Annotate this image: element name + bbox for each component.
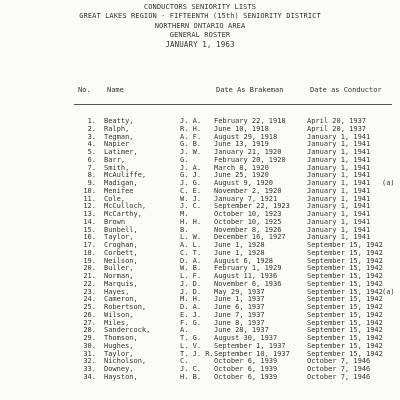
row-initials: J. W. [180, 148, 202, 156]
roster-row [0, 357, 400, 365]
row-last-name: Menifee [104, 186, 134, 195]
row-brakeman-date: February 1, 1929 [214, 264, 282, 273]
row-initials: J. C. [180, 365, 202, 373]
row-number: 26. [83, 310, 96, 319]
row-number: 32. [83, 357, 96, 366]
row-brakeman-date: June 28, 1937 [214, 326, 269, 335]
roster-row [0, 164, 400, 172]
row-last-name: Neilson, [104, 256, 138, 265]
row-last-name: Corbett, [104, 248, 138, 257]
roster-row [0, 210, 400, 218]
row-conductor-date: January 1, 1941 [307, 148, 371, 156]
row-conductor-date: January 1, 1941 [307, 140, 371, 149]
row-number: 21. [83, 272, 96, 280]
column-header-conductor: Date as Conductor [310, 86, 382, 94]
row-conductor-date: September 15, 1942 [307, 241, 383, 249]
row-brakeman-date: August 29, 1918 [214, 132, 278, 141]
row-number: 18. [83, 248, 96, 257]
row-brakeman-date: August 9, 1920 [214, 179, 274, 187]
row-brakeman-date: October 10, 1925 [214, 217, 282, 226]
row-brakeman-date: December 16, 1927 [214, 233, 286, 242]
row-conductor-date: October 7, 1946 [307, 365, 371, 373]
row-conductor-date: September 15, 1942 [307, 334, 383, 342]
roster-row [0, 226, 400, 234]
row-conductor-date: September 15, 1942 [307, 248, 383, 257]
row-number: 11. [83, 194, 96, 203]
row-last-name: Wilson, [104, 310, 134, 319]
roster-row [0, 171, 400, 179]
row-last-name: Hayston, [104, 372, 138, 381]
column-header-name: Name [107, 86, 124, 94]
row-last-name: Barr, [104, 155, 126, 164]
row-last-name: Norman, [104, 272, 134, 280]
roster-row [0, 187, 400, 195]
row-last-name: Sandercock, [104, 326, 151, 335]
row-last-name: Nicholson, [104, 357, 147, 366]
row-last-name: McCulloch, [104, 202, 147, 211]
row-brakeman-date: May 29, 1937 [214, 287, 265, 296]
row-conductor-date: January 1, 1941 [307, 132, 371, 141]
row-conductor-date: October 7, 1946 [307, 372, 371, 381]
row-last-name: Latimer, [104, 148, 138, 156]
doc-area: NORTHERN ONTARIO AREA [154, 22, 246, 30]
roster-row [0, 257, 400, 265]
row-conductor-date: January 1, 1941 [307, 194, 371, 203]
roster-row [0, 303, 400, 311]
row-initials: J. A. [180, 117, 202, 125]
roster-row [0, 202, 400, 210]
row-brakeman-date: November 6, 1936 [214, 279, 282, 288]
row-brakeman-date: September 1, 1937 [214, 341, 286, 350]
row-number: 20. [83, 264, 96, 273]
row-conductor-date: January 1, 1941 [307, 225, 371, 234]
roster-row [0, 342, 400, 350]
row-number: 17. [83, 241, 96, 249]
roster-row [0, 249, 400, 257]
row-last-name: Ralph, [104, 124, 130, 133]
row-brakeman-date: August 11, 1936 [214, 272, 278, 280]
roster-row [0, 156, 400, 164]
row-number: 5. [87, 148, 96, 156]
row-initials: W. B. [180, 264, 202, 273]
row-last-name: Tegman, [104, 132, 134, 141]
row-initials: C. [180, 357, 189, 366]
roster-row [0, 140, 400, 148]
roster-row [0, 311, 400, 319]
row-conductor-date: January 1, 1941 [307, 202, 371, 211]
row-conductor-date: April 20, 1937 [307, 117, 367, 125]
row-number: 19. [83, 256, 96, 265]
doc-date: JANUARY 1, 1963 [165, 40, 235, 49]
row-last-name: Taylor, [104, 233, 134, 242]
row-number: 29. [83, 334, 96, 342]
row-conductor-date: September 15, 1942 [307, 310, 383, 319]
row-number: 15. [83, 225, 96, 234]
roster-row [0, 195, 400, 203]
row-conductor-date: September 15, 1942 [307, 303, 383, 311]
roster-row [0, 373, 400, 381]
doc-region: GREAT LAKES REGION - FIFTEENTH (15th) SENIORITY DISTRICT [79, 12, 321, 20]
row-conductor-date: September 15, 1942 [307, 349, 383, 358]
row-initials: W. J. [180, 194, 202, 203]
roster-row [0, 326, 400, 334]
row-initials: G. J. [180, 171, 202, 180]
roster-row [0, 288, 400, 296]
row-brakeman-date: June 1, 1928 [214, 248, 265, 257]
row-initials: G. [180, 155, 189, 164]
roster-row [0, 365, 400, 373]
row-initials: J. D. [180, 279, 202, 288]
row-last-name: Bunbell, [104, 225, 138, 234]
row-last-name: Croghan, [104, 241, 138, 249]
row-last-name: Napier [104, 140, 130, 149]
row-initials: J. D. [180, 287, 202, 296]
roster-row [0, 295, 400, 303]
row-brakeman-date: June 8, 1937 [214, 318, 265, 327]
row-conductor-date: September 15, 1942 [307, 287, 383, 296]
row-last-name: Hayes, [104, 287, 130, 296]
row-note: (a) [382, 179, 395, 187]
row-number: 12. [83, 202, 96, 211]
row-number: 2. [87, 124, 96, 133]
row-conductor-date: April 20, 1937 [307, 124, 367, 133]
row-last-name: Cameron, [104, 295, 138, 304]
row-number: 3. [87, 132, 96, 141]
row-initials: J. G. [180, 179, 202, 187]
roster-row [0, 264, 400, 272]
roster-row [0, 148, 400, 156]
row-number: 30. [83, 341, 96, 350]
row-brakeman-date: October 6, 1939 [214, 357, 278, 366]
row-initials: T. G. [180, 334, 202, 342]
row-number: 25. [83, 303, 96, 311]
row-last-name: Cole, [104, 194, 126, 203]
row-number: 9. [87, 179, 96, 187]
doc-roster: GENERAL ROSTER [169, 31, 231, 39]
row-conductor-date: January 1, 1941 [307, 163, 371, 172]
column-header-brakeman: Date As Brakeman [216, 86, 284, 94]
row-brakeman-date: September 10, 1937 [214, 349, 290, 358]
row-number: 1. [87, 117, 96, 125]
row-brakeman-date: October 10, 1923 [214, 210, 282, 218]
row-brakeman-date: November 2, 1920 [214, 186, 282, 195]
row-conductor-date: October 7, 1946 [307, 357, 371, 366]
row-initials: C. E. [180, 186, 202, 195]
row-number: 24. [83, 295, 96, 304]
row-brakeman-date: June 13, 1919 [214, 140, 269, 149]
row-number: 22. [83, 279, 96, 288]
roster-row [0, 179, 400, 187]
row-initials: M. H. [180, 295, 202, 304]
row-number: 7. [87, 163, 96, 172]
row-brakeman-date: June 7, 1937 [214, 310, 265, 319]
row-brakeman-date: February 20, 1920 [214, 155, 286, 164]
row-last-name: Miles, [104, 318, 130, 327]
row-number: 28. [83, 326, 96, 335]
row-last-name: Smith, [104, 163, 130, 172]
row-brakeman-date: November 8, 1926 [214, 225, 282, 234]
row-initials: B. [180, 225, 189, 234]
row-last-name: Downey, [104, 365, 134, 373]
row-number: 16. [83, 233, 96, 242]
row-last-name: Robertson, [104, 303, 147, 311]
row-initials: F. G. [180, 318, 202, 327]
roster-row [0, 334, 400, 342]
row-initials: L. V. [180, 341, 202, 350]
row-last-name: Brown [104, 217, 126, 226]
row-number: 10. [83, 186, 96, 195]
roster-row [0, 272, 400, 280]
row-conductor-date: September 15, 1942 [307, 272, 383, 280]
row-brakeman-date: March 8, 1920 [214, 163, 269, 172]
row-last-name: Beatty, [104, 117, 134, 125]
row-number: 27. [83, 318, 96, 327]
row-initials: R. H. [180, 124, 202, 133]
row-brakeman-date: September 22, 1923 [214, 202, 290, 211]
row-last-name: Marquis, [104, 279, 138, 288]
row-last-name: McCarthy, [104, 210, 142, 218]
row-initials: H. H. [180, 217, 202, 226]
row-conductor-date: January 1, 1941 [307, 233, 371, 242]
row-number: 6. [87, 155, 96, 164]
row-last-name: Madigan, [104, 179, 138, 187]
row-initials: A. F. [180, 132, 202, 141]
row-conductor-date: January 1, 1941 [307, 210, 371, 218]
row-number: 23. [83, 287, 96, 296]
row-initials: L. W. [180, 233, 202, 242]
header-rule [74, 104, 392, 105]
row-initials: T. J. R. [180, 349, 214, 358]
roster-row [0, 319, 400, 327]
row-initials: D. A. [180, 256, 202, 265]
row-initials: J. C. [180, 202, 202, 211]
row-number: 14. [83, 217, 96, 226]
row-brakeman-date: June 1, 1937 [214, 295, 265, 304]
row-brakeman-date: August 30, 1937 [214, 334, 278, 342]
row-initials: C. T. [180, 248, 202, 257]
roster-row [0, 218, 400, 226]
row-brakeman-date: January 7, 1921 [214, 194, 278, 203]
row-conductor-date: September 15, 1942 [307, 295, 383, 304]
row-initials: A. L. [180, 241, 202, 249]
roster-row [0, 133, 400, 141]
row-number: 33. [83, 365, 96, 373]
row-number: 34. [83, 372, 96, 381]
row-number: 13. [83, 210, 96, 218]
row-number: 8. [87, 171, 96, 180]
row-conductor-date: September 15, 1942 [307, 318, 383, 327]
roster-row [0, 125, 400, 133]
row-brakeman-date: October 6, 1939 [214, 372, 278, 381]
row-initials: H. B. [180, 372, 202, 381]
row-brakeman-date: June 6, 1937 [214, 303, 265, 311]
row-initials: E. J. [180, 310, 202, 319]
row-conductor-date: September 15, 1942 [307, 264, 383, 273]
row-brakeman-date: January 21, 1920 [214, 148, 282, 156]
roster-row [0, 350, 400, 358]
row-conductor-date: January 1, 1941 [307, 186, 371, 195]
row-conductor-date: January 1, 1941 [307, 179, 371, 187]
row-last-name: McAuliffe, [104, 171, 147, 180]
row-conductor-date: January 1, 1941 [307, 217, 371, 226]
row-initials: M. [180, 210, 189, 218]
roster-list [0, 117, 400, 381]
row-initials: L. F. [180, 272, 202, 280]
row-last-name: Taylor, [104, 349, 134, 358]
row-note: (a) [382, 287, 395, 296]
row-brakeman-date: June 1, 1928 [214, 241, 265, 249]
row-conductor-date: September 15, 1942 [307, 326, 383, 335]
row-brakeman-date: February 22, 1918 [214, 117, 286, 125]
roster-row [0, 241, 400, 249]
row-last-name: Hughes, [104, 341, 134, 350]
row-brakeman-date: June 25, 1920 [214, 171, 269, 180]
column-header-no: No. [78, 86, 91, 94]
row-conductor-date: September 15, 1942 [307, 341, 383, 350]
row-last-name: Thomson, [104, 334, 138, 342]
row-brakeman-date: October 6, 1939 [214, 365, 278, 373]
row-initials: D. A. [180, 303, 202, 311]
row-last-name: Buller, [104, 264, 134, 273]
row-number: 4. [87, 140, 96, 149]
row-conductor-date: January 1, 1941 [307, 155, 371, 164]
row-initials: J. A. [180, 163, 202, 172]
row-brakeman-date: August 6, 1928 [214, 256, 274, 265]
row-conductor-date: September 15, 1942 [307, 256, 383, 265]
row-initials: G. B. [180, 140, 202, 149]
row-number: 31. [83, 349, 96, 358]
row-conductor-date: January 1, 1941 [307, 171, 371, 180]
roster-row [0, 233, 400, 241]
row-brakeman-date: June 10, 1918 [214, 124, 269, 133]
row-conductor-date: September 15, 1942 [307, 279, 383, 288]
doc-title: CONDUCTORS SENIORITY LISTS [143, 3, 257, 11]
roster-row [0, 117, 400, 125]
row-initials: A. [180, 326, 189, 335]
roster-row [0, 280, 400, 288]
